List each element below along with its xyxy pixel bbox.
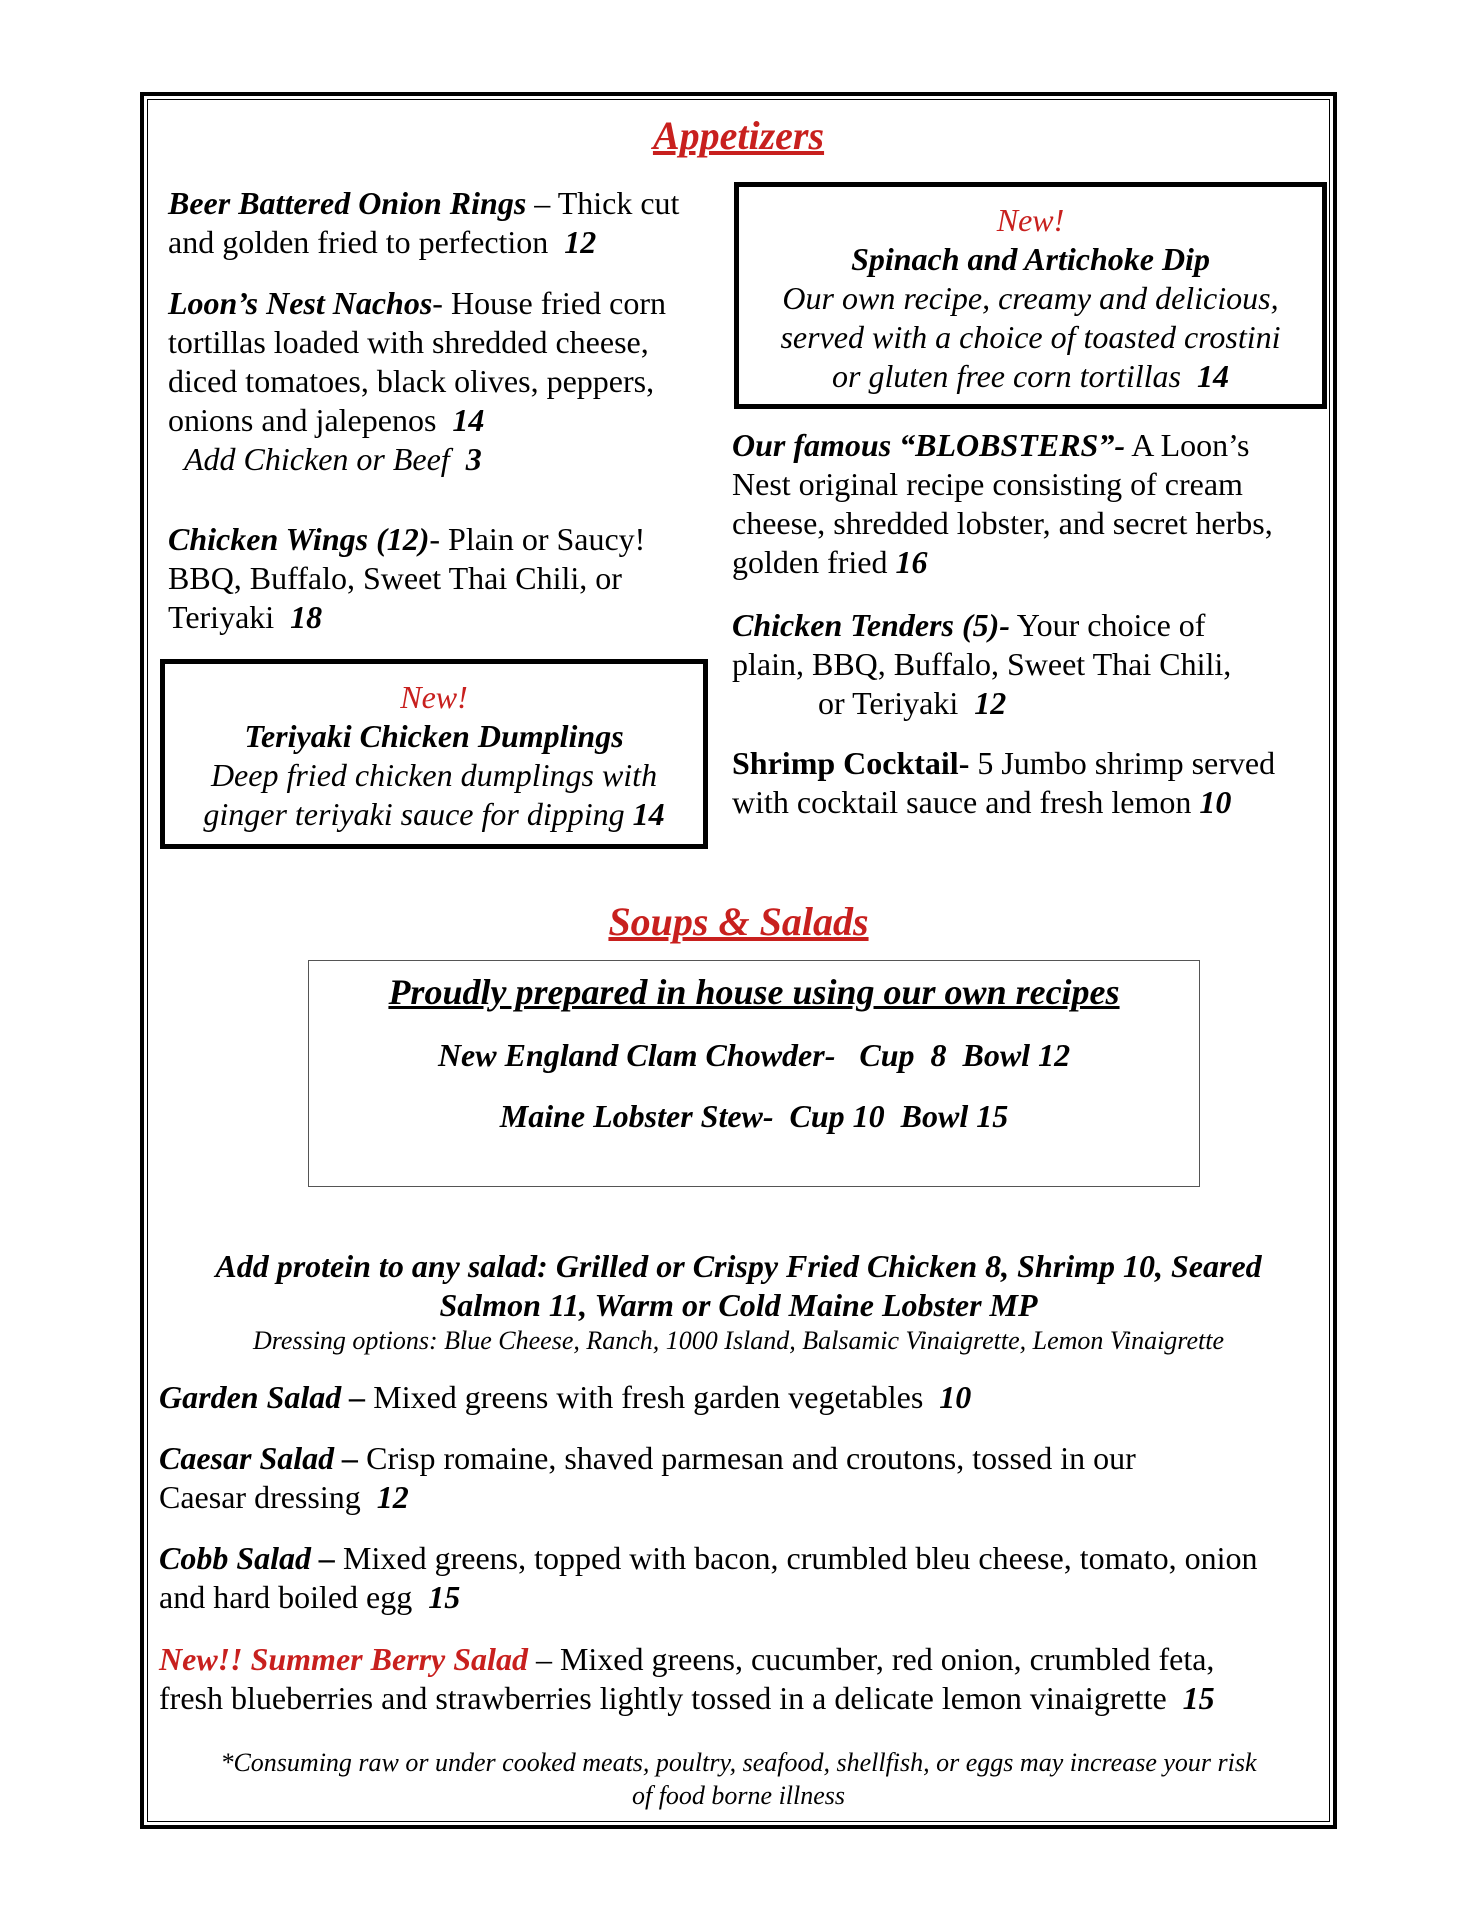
item-sep: –: [526, 185, 558, 221]
item-desc: Plain or Saucy!: [448, 521, 646, 557]
item-price: 10: [1199, 784, 1232, 820]
item-price: 10: [939, 1379, 972, 1415]
item-price: 18: [290, 599, 323, 635]
item-name: Garden Salad –: [159, 1379, 366, 1415]
item-desc: Nest original recipe consisting of cream: [732, 466, 1243, 502]
item-price: 12: [564, 224, 597, 260]
item-price: 12: [974, 685, 1007, 721]
menu-item-garden-salad: [159, 1378, 1319, 1417]
menu-item-caesar-salad: [159, 1439, 1319, 1517]
item-name: Chicken Wings (12): [168, 521, 430, 557]
menu-item-summer-berry-salad: [159, 1640, 1324, 1718]
soup-name: New England Clam Chowder-: [437, 1037, 836, 1073]
item-price: 14: [452, 402, 485, 438]
item-name: Caesar Salad –: [159, 1440, 359, 1476]
item-desc: Our own recipe, creamy and delicious,: [782, 280, 1279, 316]
item-name: Shrimp Cocktail-: [732, 745, 970, 781]
item-name: Teriyaki Chicken Dumplings: [244, 718, 624, 754]
item-price: 16: [895, 544, 928, 580]
protein-addon-note: [144, 1247, 1333, 1325]
item-desc: ginger teriyaki sauce for dipping: [203, 796, 625, 832]
item-desc: BBQ, Buffalo, Sweet Thai Chili, or: [168, 560, 622, 596]
cup-price: 10: [852, 1098, 885, 1134]
item-desc: onions and jalepenos: [168, 402, 437, 438]
new-badge: New!: [996, 202, 1065, 238]
new-item-box-dip: [734, 182, 1327, 409]
menu-item-blobsters: [732, 426, 1332, 582]
item-desc: Your choice of: [1016, 607, 1206, 643]
item-name: New!! Summer Berry Salad: [159, 1641, 528, 1677]
item-desc: Mixed greens, cucumber, red onion, crumbled feta,: [559, 1641, 1215, 1677]
protein-line: Salmon 11, Warm or Cold Maine Lobster MP: [439, 1287, 1038, 1323]
soup-chowder: [309, 1037, 1199, 1074]
item-name: Our famous “BLOBSTERS”-: [732, 427, 1125, 463]
item-price: 14: [632, 796, 665, 832]
bowl-price: 15: [976, 1098, 1009, 1134]
item-desc: diced tomatoes, black olives, peppers,: [168, 363, 655, 399]
menu-item-wings: [168, 520, 728, 637]
disclaimer-line: *Consuming raw or under cooked meats, poultry, seafood, shellfish, or eggs may increase your risk: [220, 1748, 1257, 1777]
new-badge: New!: [400, 679, 468, 715]
item-sep: -: [432, 285, 451, 321]
bowl-label: Bowl: [962, 1037, 1031, 1073]
item-desc: or gluten free corn tortillas: [831, 358, 1181, 394]
item-desc: and golden fried to perfection: [168, 224, 549, 260]
soup-name: Maine Lobster Stew-: [499, 1098, 774, 1134]
item-desc: House fried corn: [450, 285, 666, 321]
item-desc: Mixed greens with fresh garden vegetables: [373, 1379, 924, 1415]
item-desc: plain, BBQ, Buffalo, Sweet Thai Chili,: [732, 646, 1232, 682]
item-desc: and hard boiled egg: [159, 1579, 413, 1615]
item-desc: Thick cut: [557, 185, 680, 221]
item-price: 14: [1197, 358, 1229, 394]
bowl-label: Bowl: [900, 1098, 969, 1134]
item-desc: Mixed greens, topped with bacon, crumbled bleu cheese, tomato, onion: [343, 1540, 1258, 1576]
item-desc: fresh blueberries and strawberries lightly tossed in a delicate lemon vinaigrette: [159, 1680, 1167, 1716]
item-price: 12: [376, 1479, 409, 1515]
item-desc: tortillas loaded with shredded cheese,: [168, 324, 649, 360]
item-desc: served with a choice of toasted crostini: [780, 319, 1281, 355]
item-desc: Caesar dressing: [159, 1479, 361, 1515]
item-name: Cobb Salad –: [159, 1540, 336, 1576]
disclaimer-line: of food borne illness: [631, 1781, 846, 1810]
item-desc: 5 Jumbo shrimp served: [977, 745, 1276, 781]
soup-box-heading: Proudly prepared in house using our own recipes: [388, 972, 1120, 1012]
item-desc: golden fried: [732, 544, 888, 580]
menu-item-onion-rings: [168, 184, 728, 262]
item-desc: or Teriyaki: [818, 685, 959, 721]
bowl-price: 12: [1038, 1037, 1071, 1073]
item-name: Beer Battered Onion Rings: [168, 185, 527, 221]
item-desc: Crisp romaine, shaved parmesan and croutons, tossed in our: [366, 1440, 1136, 1476]
soup-lobster-stew: [309, 1098, 1199, 1135]
item-price: 15: [1182, 1680, 1215, 1716]
item-addon-price: 3: [465, 441, 482, 477]
item-desc: cheese, shredded lobster, and secret herbs,: [732, 505, 1273, 541]
menu-item-cobb-salad: [159, 1539, 1324, 1617]
appetizers-title: Appetizers: [652, 113, 825, 158]
item-addon: Add Chicken or Beef: [184, 441, 450, 477]
dressing-options: Dressing options: Blue Cheese, Ranch, 1000 Island, Balsamic Vinaigrette, Lemon Vinaigrette: [252, 1326, 1224, 1355]
item-desc: A Loon’s: [1131, 427, 1250, 463]
item-name: Loon’s Nest Nachos: [168, 285, 433, 321]
soup-box: [308, 960, 1200, 1187]
item-desc: with cocktail sauce and fresh lemon: [732, 784, 1192, 820]
cup-label: Cup: [789, 1098, 845, 1134]
item-desc: Teriyaki: [168, 599, 275, 635]
menu-item-tenders: [732, 606, 1332, 723]
item-name: Spinach and Artichoke Dip: [851, 241, 1210, 277]
item-sep: –: [527, 1641, 560, 1677]
item-desc: Deep fried chicken dumplings with: [210, 757, 658, 793]
item-name: Chicken Tenders (5)-: [732, 607, 1010, 643]
menu-frame: [140, 92, 1337, 1829]
food-safety-disclaimer: [144, 1746, 1333, 1812]
item-price: 15: [428, 1579, 461, 1615]
menu-item-nachos: [168, 284, 728, 479]
item-sep: -: [429, 521, 449, 557]
soups-salads-title: Soups & Salads: [608, 899, 869, 944]
protein-line: Add protein to any salad: Grilled or Crispy Fried Chicken 8, Shrimp 10, Seared: [215, 1248, 1262, 1284]
menu-item-shrimp-cocktail: [732, 744, 1332, 822]
cup-price: 8: [930, 1037, 947, 1073]
cup-label: Cup: [859, 1037, 915, 1073]
new-item-box-dumplings: [160, 659, 708, 849]
